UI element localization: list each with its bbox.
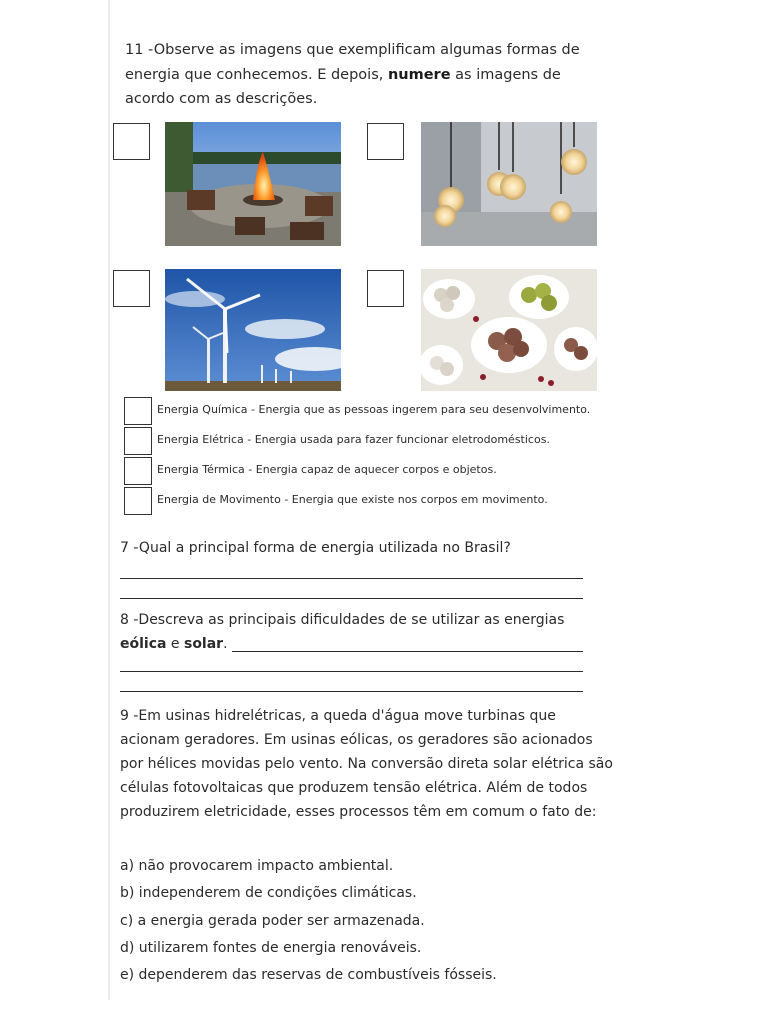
number-box-3[interactable] [113, 270, 150, 307]
option-label-1: Energia Química - Energia que as pessoas ingerem para seu desenvolvimento. [157, 403, 591, 416]
q9-alternative-a[interactable]: a) não provocarem impacto ambiental. [120, 858, 394, 874]
question-8-text [120, 608, 564, 656]
number-box-4[interactable] [367, 270, 404, 307]
q8-bold-solar: solar [183, 636, 224, 652]
q8-bold-eolica: eólica [120, 636, 167, 652]
q8-connector: e [166, 636, 184, 652]
option-label-3: Energia Térmica - Energia capaz de aquecer corpos e objetos. [157, 463, 497, 476]
question-9-text: 9 -Em usinas hidrelétricas, a queda d'água move turbinas que acionam geradores. Em usinas eólicas, os geradores são acionados por hélices movidas pelo vento. Na conversão direta solar elétrica são células fotovoltaicas que produzem tensão elétrica. Além de todos produzirem eletricidade, esses processos têm em comum o fato de: [120, 708, 613, 820]
q9-alternative-b[interactable]: b) independerem de condições climáticas. [120, 885, 417, 901]
campfire-lake-image [165, 122, 341, 246]
question-11-text [125, 38, 595, 112]
q9-alternative-e[interactable]: e) dependerem das reservas de combustíveis fósseis. [120, 967, 497, 983]
page-margin-line [108, 0, 110, 1000]
q9-alternative-c[interactable]: c) a energia gerada poder ser armazenada. [120, 913, 425, 929]
q11-bold-word: numere [387, 66, 451, 83]
option-label-2: Energia Elétrica - Energia usada para fazer funcionar eletrodomésticos. [157, 433, 550, 446]
q7-answer-line-1[interactable] [120, 578, 583, 579]
number-box-1[interactable] [113, 123, 150, 160]
option-label-4: Energia de Movimento - Energia que existe nos corpos em movimento. [157, 493, 548, 506]
q11-text-end: as imagens de acordo com as descrições. [125, 66, 561, 107]
q11-text-start: 11 -Observe as imagens que exemplificam algumas formas de energia que conhecemos. E depois, [125, 42, 580, 83]
q8-line-1: 8 -Descreva as principais dificuldades de se utilizar as energias [120, 612, 565, 628]
q9-alternative-d[interactable]: d) utilizarem fontes de energia renováveis. [120, 940, 422, 956]
q8-answer-line-1[interactable] [232, 651, 583, 652]
option-checkbox-2[interactable] [124, 427, 152, 455]
option-checkbox-1[interactable] [124, 397, 152, 425]
q7-answer-line-2[interactable] [120, 598, 583, 599]
option-checkbox-3[interactable] [124, 457, 152, 485]
q8-period: . [223, 636, 228, 652]
q8-answer-line-2[interactable] [120, 671, 583, 672]
option-checkbox-4[interactable] [124, 487, 152, 515]
q8-answer-line-3[interactable] [120, 691, 583, 692]
food-sweets-image [421, 269, 597, 391]
question-7-text: 7 -Qual a principal forma de energia utilizada no Brasil? [120, 540, 511, 556]
wind-turbines-image [165, 269, 341, 391]
number-box-2[interactable] [367, 123, 404, 160]
light-bulbs-image [421, 122, 597, 246]
